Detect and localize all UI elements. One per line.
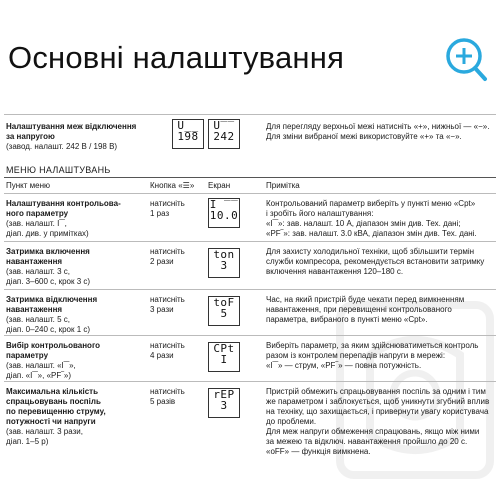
row-divider [4,289,496,290]
row-display: toF 5 [208,296,240,326]
row-display: ton 3 [208,248,240,278]
col-header-button: Кнопка «☰» [150,181,195,190]
row-title: Затримка включення [6,247,90,256]
display-high-limit: U‾‾ 242 [208,119,240,149]
row-note: служби компресора, рекомендується встановити затримку [266,257,485,266]
row-note: же параметром і заблокується, щоб уникнути згубний вплив [266,397,490,406]
row-button: натисніть [150,341,185,350]
voltage-hint-2: Для зміни вибраної межі використовуйте «+» та «−». [266,132,462,141]
row-button: натисніть [150,387,185,396]
row-divider [4,241,496,242]
row-button: 5 разів [150,397,176,406]
row-note: «oFF» — функція вимкнена. [266,447,371,456]
row-sub: діап. «І‾‾», «PF‾») [6,371,72,380]
row-display: rEP 3 [208,388,240,418]
row-button: натисніть [150,247,185,256]
row-title: навантаження [6,257,63,266]
display-low-limit: U__ 198 [172,119,204,149]
row-note: включення навантаження 120–180 с. [266,267,404,276]
row-note: параметра, вибраного в пункті меню «Cpt». [266,315,428,324]
row-button: 2 рази [150,257,174,266]
row-title: параметру [6,351,49,360]
row-note: і зробіть його налаштування: [266,209,374,218]
row-title: спрацьовувань поспіль [6,397,101,406]
row-sub: (зав. налашт. «І‾‾», [6,361,76,370]
row-note: на техніку, що захищається, і привернути увагу користувача [266,407,489,416]
row-title: Налаштування контрольова- [6,199,121,208]
row-title: по перевищенню струму, [6,407,106,416]
row-note: до проблеми. [266,417,317,426]
row-sub: (зав. налашт. І‾‾, [6,219,67,228]
row-note: навантаження, при перевищенні контрольованого [266,305,452,314]
voltage-heading-2: за напругою [6,132,55,141]
row-title: Максимальна кількість [6,387,98,396]
row-divider [4,381,496,382]
row-button: натисніть [150,295,185,304]
page-title: Основні налаштування [8,40,345,75]
menu-title: МЕНЮ НАЛАШТУВАНЬ [6,165,111,175]
row-note: «PF‾»: зав. налашт. 3.0 кВА, діапазон змін див. Тех. дані. [266,229,477,238]
col-header-note: Примітка [266,181,300,190]
table-top-rule [4,177,496,178]
voltage-hint-1: Для перегляду верхньої межі натисніть «+», нижньої — «−». [266,122,490,131]
col-header-screen: Екран [208,181,231,190]
row-sub: (зав. налашт. 3 с, [6,267,70,276]
row-note: Контрольований параметр виберіть у пункті меню «Cpt» [266,199,476,208]
row-display: І ‾‾ 10.0 [208,198,240,228]
row-display: CPt І [208,342,240,372]
row-sub: діап. 3–600 с, крок 3 с) [6,277,91,286]
row-button: 1 раз [150,209,170,218]
row-note: Виберіть параметр, за яким здійснюватиметься контроль [266,341,479,350]
zoom-in-icon[interactable] [442,36,488,82]
table-header-rule [4,193,496,194]
row-button: 4 рази [150,351,174,360]
divider [4,114,496,115]
row-note: «І‾‾» — струм, «PF‾» — повна потужність. [266,361,422,370]
row-title: ного параметру [6,209,69,218]
row-divider [4,335,496,336]
row-title: Затримка відключення [6,295,98,304]
row-button: натисніть [150,199,185,208]
row-note: за межею та відключ. навантаження пройшло до 20 с. [266,437,468,446]
row-note: Пристрій обмежить спрацьовування поспіль за одним і тим [266,387,486,396]
row-sub: (зав. налашт. 3 рази, [6,427,83,436]
row-note: «І‾‾»: зав. налашт. 10 А, діапазон змін див. Тех. дані; [266,219,461,228]
row-note: Для захисту холодильної техніки, щоб збільшити термін [266,247,475,256]
row-note: Для меж напруги обмеження спрацювань, якщо між ними [266,427,480,436]
row-note: разом із контролем перепадів напруги в мережі: [266,351,446,360]
row-sub: (зав. налашт. 5 с, [6,315,70,324]
row-title: Вибір контрольованого [6,341,101,350]
row-sub: діап. 1–5 р) [6,437,49,446]
col-header-item: Пункт меню [6,181,51,190]
voltage-note: (завод. налашт. 242 В / 198 В) [6,142,118,151]
row-button: 3 рази [150,305,174,314]
row-sub: діап. див. у примітках) [6,229,89,238]
voltage-heading-1: Налаштування меж відключення [6,122,137,131]
row-title: потужності чи напруги [6,417,96,426]
row-title: навантаження [6,305,63,314]
row-note: Час, на який пристрій буде чекати перед вимкненням [266,295,465,304]
row-sub: діап. 0–240 с, крок 1 с) [6,325,91,334]
